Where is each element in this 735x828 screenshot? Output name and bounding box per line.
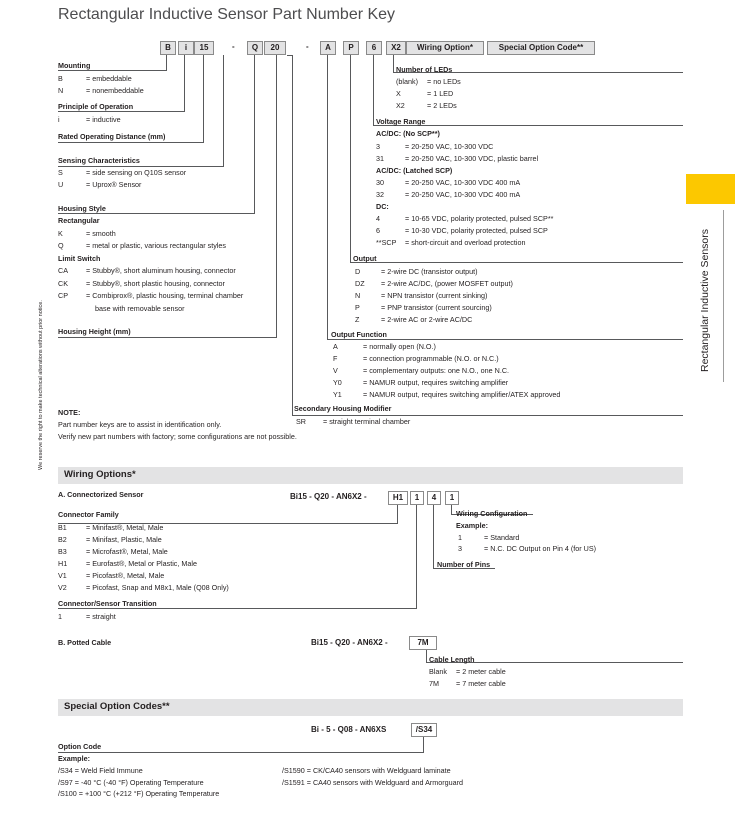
voltage-sub: AC/DC: (Latched SCP) [376, 166, 453, 175]
principle-desc: = inductive [86, 115, 121, 124]
output-desc: = PNP transistor (current sourcing) [381, 303, 492, 312]
option-code-row: /S1591 = CA40 sensors with Weldguard and Armorguard [282, 778, 464, 787]
option-code-row: /S100 = +100 °C (+212 °F) Operating Temperature [58, 789, 220, 798]
connector-family-desc: = Minifast®, Metal, Male [86, 523, 164, 532]
mounting-desc: = nonembeddable [86, 86, 144, 95]
housing-height-heading: Housing Height (mm) [58, 327, 131, 336]
output-function-desc: = NAMUR output, requires switching amplifier/ATEX approved [363, 390, 561, 399]
cable-length-code: 7M [429, 679, 439, 688]
output-desc: = 2-wire AC/DC, (power MOSFET output) [381, 279, 513, 288]
key-dash: - [306, 42, 309, 51]
connector-line [166, 55, 167, 70]
key-box-mounting: B [160, 41, 176, 55]
output-heading: Output [353, 254, 377, 263]
leds-code: X [396, 89, 401, 98]
output-code: N [355, 291, 361, 300]
housing-style-desc-cont: base with removable sensor [95, 304, 185, 313]
leds-desc: = 2 LEDs [427, 101, 457, 110]
connector-family-heading: Connector Family [58, 510, 119, 519]
sensing-heading: Sensing Characteristics [58, 156, 140, 165]
housing-style-code: K [58, 229, 63, 238]
key-box-output: P [343, 41, 359, 55]
option-code-row: /S1590 = CK/CA40 sensors with Weldguard laminate [282, 766, 451, 775]
output-function-code: A [333, 342, 338, 351]
housing-style-sub: Rectangular [58, 216, 100, 225]
connector-line [58, 70, 167, 71]
note-line: Part number keys are to assist in identification only. [58, 420, 222, 429]
voltage-code: 30 [376, 178, 384, 187]
voltage-code: 31 [376, 154, 384, 163]
transition-code: 1 [58, 612, 62, 621]
connector-line [350, 262, 683, 263]
connector-family-code: B3 [58, 547, 67, 556]
connector-family-desc: = Eurofast®, Metal or Plastic, Male [86, 559, 197, 568]
note-line: Verify new part numbers with factory; some configurations are not possible. [58, 432, 297, 441]
voltage-desc: = 20-250 VAC, 10-300 VDC [405, 142, 494, 151]
connector-line [451, 505, 452, 514]
housing-style-heading: Housing Style [58, 204, 106, 213]
connector-line [373, 55, 374, 125]
voltage-sub: DC: [376, 202, 389, 211]
secondary-code: SR [296, 417, 306, 426]
voltage-code: 4 [376, 214, 380, 223]
output-desc: = 2-wire DC (transistor output) [381, 267, 478, 276]
connector-line [203, 55, 204, 142]
option-code-example: Example: [58, 754, 90, 763]
mounting-code: N [58, 86, 64, 95]
wiring-config-heading: Wiring Configuration [456, 509, 528, 518]
connector-line [58, 608, 417, 609]
connector-line [58, 166, 224, 167]
wiring-options-title: Wiring Options* [64, 469, 136, 480]
housing-style-desc: = metal or plastic, various rectangular styles [86, 241, 227, 250]
special-options-band [58, 699, 683, 716]
sensing-code: U [58, 180, 64, 189]
secondary-heading: Secondary Housing Modifier [294, 404, 392, 413]
output-function-heading: Output Function [331, 330, 387, 339]
leds-heading: Number of LEDs [396, 65, 453, 74]
key-box-housing-height: 20 [264, 41, 286, 55]
wiring-box-pins: 4 [427, 491, 441, 505]
special-part-number: Bi - 5 - Q08 - AN6XS [311, 725, 387, 734]
connector-family-desc: = Microfast®, Metal, Male [86, 547, 168, 556]
connector-line [184, 55, 185, 111]
voltage-desc: = 20-250 VAC, 10-300 VDC, plastic barrel [405, 154, 539, 163]
connector-line [58, 337, 277, 338]
connector-line [223, 55, 224, 166]
connector-family-desc: = Minifast, Plastic, Male [86, 535, 162, 544]
sensing-desc: = Uprox® Sensor [86, 180, 142, 189]
output-code: Z [355, 315, 360, 324]
output-function-code: Y0 [333, 378, 342, 387]
connectorized-part-number: Bi15 - Q20 - AN6X2 - [290, 492, 367, 501]
principle-heading: Principle of Operation [58, 102, 134, 111]
transition-heading: Connector/Sensor Transition [58, 599, 157, 608]
note-heading: NOTE: [58, 408, 81, 417]
connector-line [423, 737, 424, 752]
wiring-config-code: 1 [458, 533, 462, 542]
section-tab [686, 174, 735, 204]
cable-length-heading: Cable Length [429, 655, 475, 664]
output-desc: = NPN transistor (current sinking) [381, 291, 488, 300]
voltage-code: 6 [376, 226, 380, 235]
key-box-leds: X2 [386, 41, 406, 55]
housing-style-desc: = Stubby®, short plastic housing, connector [86, 279, 225, 288]
housing-style-desc: = Combiprox®, plastic housing, terminal chamber [86, 291, 244, 300]
option-code-row: /S97 = -40 °C (-40 °F) Operating Temperature [58, 778, 204, 787]
key-box-output-function: A [320, 41, 336, 55]
housing-style-desc: = smooth [86, 229, 116, 238]
connector-line [416, 505, 417, 608]
secondary-desc: = straight terminal chamber [323, 417, 411, 426]
special-code-box: /S34 [411, 723, 437, 737]
connector-family-code: V1 [58, 571, 67, 580]
rated-distance-heading: Rated Operating Distance (mm) [58, 132, 166, 141]
section-side-label: Rectangular Inductive Sensors [699, 229, 711, 372]
voltage-sub: AC/DC: (No SCP**) [376, 129, 440, 138]
cable-length-desc: = 2 meter cable [456, 667, 506, 676]
transition-desc: = straight [86, 612, 116, 621]
key-box-special-option: Special Option Code** [487, 41, 595, 55]
connector-family-code: B2 [58, 535, 67, 544]
connector-line [327, 339, 683, 340]
connector-line [327, 55, 328, 339]
wiring-options-band [58, 467, 683, 484]
housing-style-code: CK [58, 279, 68, 288]
voltage-code: **SCP [376, 238, 397, 247]
connector-family-code: H1 [58, 559, 68, 568]
output-function-desc: = connection programmable (N.O. or N.C.) [363, 354, 499, 363]
connector-family-code: V2 [58, 583, 67, 592]
connector-line [58, 213, 255, 214]
wiring-config-code: 3 [458, 544, 462, 553]
disclaimer: We reserve the right to make technical alterations without prior notice. [38, 300, 44, 470]
voltage-desc: = 10-30 VDC, polarity protected, pulsed SCP [405, 226, 548, 235]
connector-family-desc: = Picofast®, Metal, Male [86, 571, 165, 580]
output-code: D [355, 267, 361, 276]
leds-desc: = no LEDs [427, 77, 461, 86]
voltage-desc: = 20-250 VAC, 10-300 VDC 400 mA [405, 190, 521, 199]
connector-family-desc: = Picofast, Snap and M8x1, Male (Q08 Only) [86, 583, 229, 592]
principle-code: i [58, 115, 60, 124]
voltage-desc: = short-circuit and overload protection [405, 238, 526, 247]
output-function-code: F [333, 354, 338, 363]
voltage-heading: Voltage Range [376, 117, 426, 126]
page-title: Rectangular Inductive Sensor Part Number Key [58, 6, 396, 23]
key-box-principle: i [178, 41, 194, 55]
key-box-wiring-option: Wiring Option* [406, 41, 484, 55]
wiring-config-desc: = Standard [484, 533, 520, 542]
potted-part-number: Bi15 - Q20 - AN6X2 - [311, 638, 388, 647]
leds-code: X2 [396, 101, 405, 110]
connector-line [58, 111, 185, 112]
housing-style-code: Q [58, 241, 64, 250]
connector-line [287, 55, 293, 56]
output-function-desc: = complementary outputs: one N.O., one N.C. [363, 366, 510, 375]
connector-line [397, 505, 398, 523]
connector-family-code: B1 [58, 523, 67, 532]
housing-style-code: CP [58, 291, 68, 300]
output-function-code: Y1 [333, 390, 342, 399]
output-code: P [355, 303, 360, 312]
wiring-config-desc: = N.C. DC Output on Pin 4 (for US) [484, 544, 597, 553]
output-code: DZ [355, 279, 365, 288]
output-desc: = 2-wire AC or 2-wire AC/DC [381, 315, 473, 324]
option-code-row: /S34 = Weld Field Immune [58, 766, 143, 775]
connector-line [58, 752, 424, 753]
housing-style-desc: = Stubby®, short aluminum housing, connector [86, 266, 236, 275]
wiring-config-example: Example: [456, 521, 488, 530]
voltage-desc: = 10-65 VDC, polarity protected, pulsed SCP** [405, 214, 554, 223]
wiring-box-family: H1 [388, 491, 408, 505]
sensing-desc: = side sensing on Q10S sensor [86, 168, 187, 177]
connectorized-heading: A. Connectorized Sensor [58, 490, 144, 499]
leds-desc: = 1 LED [427, 89, 454, 98]
option-code-heading: Option Code [58, 742, 102, 751]
wiring-box-transition: 1 [410, 491, 424, 505]
connector-line [254, 55, 255, 213]
sensing-code: S [58, 168, 63, 177]
voltage-desc: = 20-250 VAC, 10-300 VDC 400 mA [405, 178, 521, 187]
connector-line [433, 505, 434, 568]
key-dash: - [232, 42, 235, 51]
mounting-desc: = embeddable [86, 74, 132, 83]
housing-style-code: CA [58, 266, 68, 275]
output-function-desc: = normally open (N.O.) [363, 342, 436, 351]
output-function-code: V [333, 366, 338, 375]
connector-line [292, 415, 683, 416]
connector-line [393, 55, 394, 72]
connector-line [426, 650, 427, 662]
potted-cable-heading: B. Potted Cable [58, 638, 112, 647]
wiring-box-configuration: 1 [445, 491, 459, 505]
special-options-title: Special Option Codes** [64, 701, 170, 712]
housing-style-sub: Limit Switch [58, 254, 101, 263]
mounting-code: B [58, 74, 63, 83]
cable-length-desc: = 7 meter cable [456, 679, 506, 688]
connector-line [276, 55, 277, 337]
side-divider [723, 210, 724, 382]
voltage-code: 3 [376, 142, 380, 151]
connector-line [292, 55, 293, 415]
connector-line [58, 142, 204, 143]
leds-code: (blank) [396, 77, 418, 86]
cable-length-code: Blank [429, 667, 447, 676]
connector-line [350, 55, 351, 262]
key-box-voltage: 6 [366, 41, 382, 55]
output-function-desc: = NAMUR output, requires switching amplifier [363, 378, 509, 387]
mounting-heading: Mounting [58, 61, 91, 70]
key-box-distance: 15 [194, 41, 214, 55]
number-of-pins-heading: Number of Pins [437, 560, 491, 569]
key-box-housing-style: Q [247, 41, 263, 55]
cable-length-box: 7M [409, 636, 437, 650]
voltage-code: 32 [376, 190, 384, 199]
